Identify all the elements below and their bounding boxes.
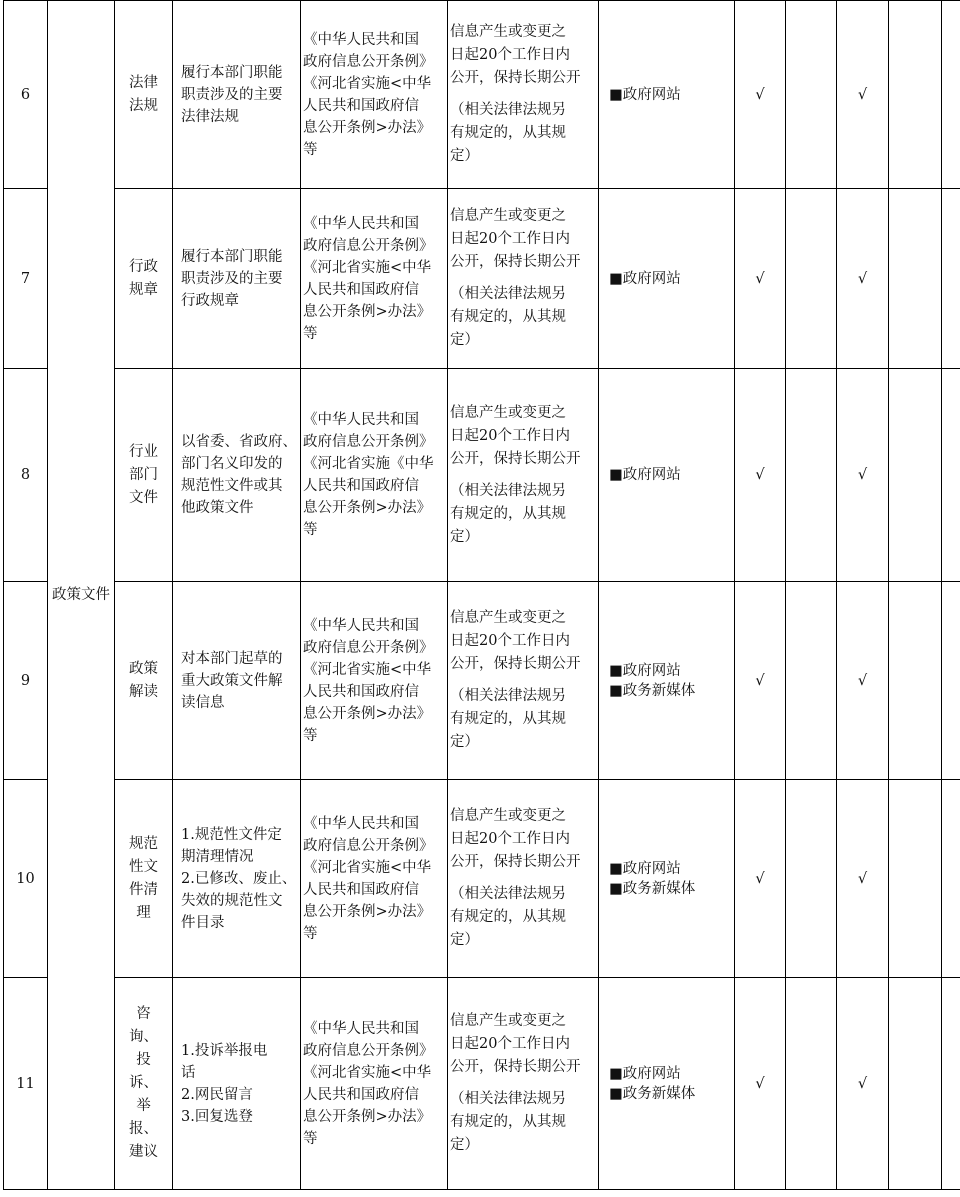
basis-line: 政府信息公开条例》: [303, 837, 434, 854]
time-note-line: 定）: [450, 332, 479, 348]
basis-line: 息公开条例>办法》: [303, 500, 432, 516]
basis-line: 《中华人民共和国: [303, 412, 419, 428]
basis-line: 等: [303, 925, 318, 942]
time-line: 信息产生或变更之: [450, 610, 566, 626]
tick-mark: √: [735, 369, 786, 582]
time-line: 日起20个工作日内: [450, 47, 570, 63]
content-line: 法律法规: [181, 108, 239, 125]
table-row: [4, 1, 960, 189]
time-line: 日起20个工作日内: [450, 427, 570, 444]
time-note-line: 定）: [450, 932, 479, 948]
empty-cell: [942, 582, 960, 780]
subcategory-cell: [115, 1, 173, 189]
empty-cell: [786, 780, 837, 978]
time-note-line: 有规定的，从其规: [450, 909, 566, 925]
subcategory-line: 行政: [129, 258, 158, 275]
content-line: 2.已修改、废止、: [181, 870, 297, 887]
channel-cell: [599, 780, 735, 978]
content-line: 1.规范性文件定: [181, 826, 282, 843]
empty-cell: [786, 582, 837, 780]
content-line: 读信息: [181, 694, 225, 711]
content-line: 行政规章: [181, 292, 239, 309]
subcategory-cell: [115, 780, 173, 978]
time-line: 公开，保持长期公开: [450, 254, 581, 270]
basis-line: 等: [303, 325, 318, 342]
spacer: [450, 471, 596, 480]
time-note-line: 有规定的，从其规: [450, 505, 566, 522]
time-note-line: 定）: [450, 528, 479, 545]
empty-cell: [942, 1, 960, 189]
basis-line: 息公开条例>办法》: [303, 119, 432, 136]
basis-cell: [301, 780, 448, 978]
basis-line: 政府信息公开条例》: [303, 53, 434, 70]
time-note-line: 定）: [450, 148, 479, 164]
basis-line: 等: [303, 1130, 318, 1147]
spacer: [450, 874, 596, 883]
basis-line: 《河北省实施<中华: [303, 259, 432, 276]
channel-line: ■政务新媒体: [609, 1085, 696, 1102]
basis-line: 息公开条例>办法》: [303, 303, 432, 320]
tick-mark: √: [735, 780, 786, 978]
basis-line: 《河北省实施<中华: [303, 859, 432, 876]
basis-line: 政府信息公开条例》: [303, 639, 434, 656]
tick-mark: √: [837, 978, 889, 1190]
time-note-line: 定）: [450, 1137, 479, 1153]
time-limit-cell: [448, 978, 599, 1190]
tick-mark: √: [837, 189, 889, 369]
empty-cell: [942, 369, 960, 582]
basis-line: 政府信息公开条例》: [303, 434, 434, 450]
time-limit-cell: [448, 1, 599, 189]
time-line: 日起20个工作日内: [450, 831, 570, 847]
content-line: 对本部门起草的: [181, 650, 283, 667]
empty-cell: [786, 1, 837, 189]
subcategory-line: 性文: [129, 858, 158, 875]
basis-line: 人民共和国政府信: [303, 1086, 419, 1103]
content-line: 职责涉及的主要: [181, 86, 283, 103]
basis-line: 人民共和国政府信: [303, 478, 419, 494]
empty-cell: [786, 978, 837, 1190]
time-line: 日起20个工作日内: [450, 231, 570, 247]
content-cell: [173, 1, 301, 189]
basis-line: 《河北省实施<中华: [303, 1064, 432, 1081]
time-line: 日起20个工作日内: [450, 633, 570, 649]
channel-line: ■政务新媒体: [609, 880, 696, 897]
basis-cell: [301, 189, 448, 369]
basis-cell: [301, 978, 448, 1190]
content-line: 部门名义印发的: [181, 456, 283, 472]
row-number: 7: [4, 189, 48, 369]
content-line: 2.网民留言: [181, 1086, 253, 1103]
subcategory-line: 法规: [129, 97, 158, 114]
empty-cell: [942, 189, 960, 369]
empty-cell: [786, 369, 837, 582]
tick-mark: √: [735, 189, 786, 369]
subcategory-line: 部门: [129, 466, 158, 483]
row-number: 6: [4, 1, 48, 189]
table-row: [4, 978, 960, 1190]
channel-line: ■政府网站: [609, 270, 681, 287]
channel-line: ■政府网站: [609, 662, 681, 679]
time-limit-cell: [448, 582, 599, 780]
content-line: 以省委、省政府、: [181, 434, 297, 450]
empty-cell: [889, 189, 942, 369]
table-body: [4, 1, 960, 1190]
channel-line: ■政府网站: [609, 1065, 681, 1082]
subcategory-line: 文件: [129, 489, 158, 506]
basis-line: 《中华人民共和国: [303, 31, 419, 48]
subcategory-line: 法律: [129, 74, 158, 91]
spacer: [450, 676, 596, 685]
table-row: [4, 189, 960, 369]
content-line: 3.回复选登: [181, 1108, 253, 1125]
channel-cell: [599, 369, 735, 582]
content-line: 重大政策文件解: [181, 672, 283, 689]
subcategory-cell: [115, 189, 173, 369]
time-line: 信息产生或变更之: [450, 24, 566, 40]
time-note-line: 有规定的，从其规: [450, 1114, 566, 1130]
basis-line: 息公开条例>办法》: [303, 903, 432, 920]
content-line: 话: [181, 1064, 196, 1081]
empty-cell: [889, 1, 942, 189]
time-note-line: （相关法律法规另: [450, 1091, 566, 1107]
time-line: 公开，保持长期公开: [450, 656, 581, 672]
channel-line: ■政府网站: [609, 86, 681, 103]
subcategory-line: 理: [136, 904, 151, 921]
spacer: [450, 274, 596, 283]
row-number: 11: [4, 978, 48, 1190]
basis-line: 政府信息公开条例》: [303, 1042, 434, 1059]
basis-line: 人民共和国政府信: [303, 683, 419, 700]
table-row: [4, 369, 960, 582]
basis-line: 等: [303, 727, 318, 744]
content-cell: [173, 582, 301, 780]
time-line: 日起20个工作日内: [450, 1036, 570, 1052]
basis-line: 《河北省实施<中华: [303, 75, 432, 92]
category-cell: 政策文件: [48, 1, 115, 1190]
subcategory-line: 行业: [129, 443, 158, 460]
subcategory-line: 件清: [129, 881, 158, 898]
time-note-line: （相关法律法规另: [450, 688, 566, 704]
subcategory-line: 解读: [129, 683, 158, 700]
basis-line: 人民共和国政府信: [303, 881, 419, 898]
row-number: 8: [4, 369, 48, 582]
time-line: 公开，保持长期公开: [450, 854, 581, 870]
basis-line: 人民共和国政府信: [303, 97, 419, 114]
basis-line: 人民共和国政府信: [303, 281, 419, 298]
basis-line: 《中华人民共和国: [303, 815, 419, 832]
subcategory-line: 政策: [129, 660, 158, 677]
spacer: [450, 90, 596, 99]
subcategory-cell: [115, 369, 173, 582]
basis-line: 《中华人民共和国: [303, 617, 419, 634]
subcategory-cell: [115, 582, 173, 780]
time-line: 信息产生或变更之: [450, 208, 566, 224]
table-row: [4, 780, 960, 978]
content-cell: [173, 369, 301, 582]
channel-line: ■政府网站: [609, 467, 681, 483]
tick-mark: √: [735, 1, 786, 189]
content-line: 1.投诉举报电: [181, 1042, 268, 1059]
content-line: 他政策文件: [181, 500, 254, 516]
basis-cell: [301, 582, 448, 780]
empty-cell: [889, 369, 942, 582]
content-cell: [173, 978, 301, 1190]
time-note-line: 有规定的，从其规: [450, 309, 566, 325]
tick-mark: √: [837, 582, 889, 780]
subcategory-line: 投诉、: [129, 1052, 158, 1091]
time-note-line: （相关法律法规另: [450, 886, 566, 902]
empty-cell: [889, 978, 942, 1190]
time-line: 信息产生或变更之: [450, 1013, 566, 1029]
time-note-line: 有规定的，从其规: [450, 711, 566, 727]
time-note-line: （相关法律法规另: [450, 286, 566, 302]
tick-mark: √: [837, 780, 889, 978]
content-line: 职责涉及的主要: [181, 270, 283, 287]
subcategory-cell: [115, 978, 173, 1190]
disclosure-table: [3, 0, 960, 1190]
time-line: 信息产生或变更之: [450, 808, 566, 824]
basis-cell: [301, 1, 448, 189]
empty-cell: [942, 978, 960, 1190]
time-note-line: （相关法律法规另: [450, 482, 566, 499]
content-cell: [173, 189, 301, 369]
time-note-line: （相关法律法规另: [450, 102, 566, 118]
basis-line: 《中华人民共和国: [303, 1020, 419, 1037]
tick-mark: √: [735, 582, 786, 780]
content-line: 期清理情况: [181, 848, 254, 865]
basis-cell: [301, 369, 448, 582]
basis-line: 息公开条例>办法》: [303, 705, 432, 722]
content-cell: [173, 780, 301, 978]
time-limit-cell: [448, 189, 599, 369]
channel-cell: [599, 189, 735, 369]
row-number: 10: [4, 780, 48, 978]
time-line: 公开，保持长期公开: [450, 1059, 581, 1075]
basis-line: 等: [303, 141, 318, 158]
content-line: 失效的规范性文: [181, 892, 283, 909]
time-line: 公开，保持长期公开: [450, 450, 581, 467]
empty-cell: [889, 582, 942, 780]
subcategory-line: 规范: [129, 835, 158, 852]
tick-mark: √: [735, 978, 786, 1190]
spacer: [450, 1079, 596, 1088]
subcategory-line: 咨询、: [129, 1006, 158, 1045]
tick-mark: √: [837, 1, 889, 189]
basis-line: 《河北省实施<中华: [303, 661, 432, 678]
content-line: 履行本部门职能: [181, 248, 283, 265]
time-limit-cell: [448, 369, 599, 582]
basis-line: 政府信息公开条例》: [303, 237, 434, 254]
table-row: [4, 582, 960, 780]
basis-line: 等: [303, 522, 318, 538]
time-note-line: 有规定的，从其规: [450, 125, 566, 141]
channel-line: ■政务新媒体: [609, 682, 696, 699]
content-line: 件目录: [181, 914, 225, 931]
row-number: 9: [4, 582, 48, 780]
basis-line: 《中华人民共和国: [303, 215, 419, 232]
subcategory-line: 规章: [129, 281, 158, 298]
channel-cell: [599, 978, 735, 1190]
tick-mark: √: [837, 369, 889, 582]
basis-line: 息公开条例>办法》: [303, 1108, 432, 1125]
time-line: 信息产生或变更之: [450, 404, 566, 421]
content-line: 规范性文件或其: [181, 478, 283, 494]
time-note-line: 定）: [450, 734, 479, 750]
time-limit-cell: [448, 780, 599, 978]
content-line: 履行本部门职能: [181, 64, 283, 81]
empty-cell: [786, 189, 837, 369]
channel-line: ■政府网站: [609, 860, 681, 877]
empty-cell: [942, 780, 960, 978]
empty-cell: [889, 780, 942, 978]
channel-cell: [599, 582, 735, 780]
channel-cell: [599, 1, 735, 189]
subcategory-line: 建议: [129, 1144, 158, 1160]
basis-line: 《河北省实施《中华: [303, 456, 434, 472]
subcategory-line: 举报、: [129, 1098, 158, 1137]
time-line: 公开，保持长期公开: [450, 70, 581, 86]
